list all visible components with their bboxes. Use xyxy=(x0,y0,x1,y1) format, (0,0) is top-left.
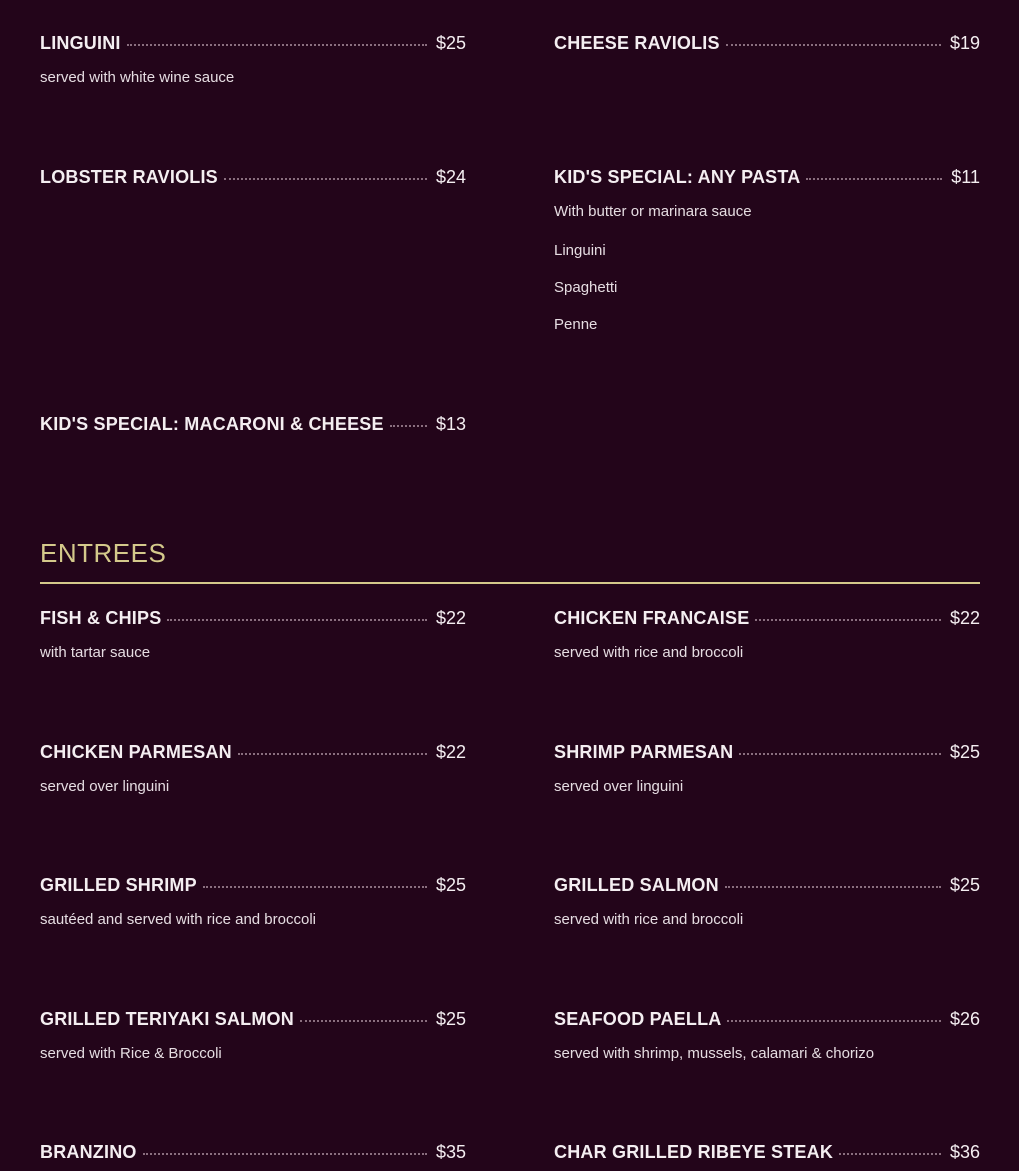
menu-item-chicken-francaise xyxy=(554,606,980,663)
dot-leader xyxy=(203,886,427,888)
item-name: SHRIMP PARMESAN xyxy=(554,742,734,762)
menu-item-shrimp-parmesan xyxy=(554,740,980,797)
dot-leader xyxy=(839,1153,941,1155)
menu-item-kids-mac-cheese xyxy=(40,412,466,436)
item-name: BRANZINO xyxy=(40,1142,137,1162)
section-title-entrees: ENTREES xyxy=(40,538,167,568)
dot-leader xyxy=(726,44,941,46)
item-name: KID'S SPECIAL: ANY PASTA xyxy=(554,167,801,187)
item-name: KID'S SPECIAL: MACARONI & CHEESE xyxy=(40,414,384,434)
item-name: GRILLED SHRIMP xyxy=(40,875,197,895)
section-divider xyxy=(40,582,980,584)
item-price: $22 xyxy=(435,742,466,762)
item-description: served with white wine sauce xyxy=(40,69,235,86)
item-name: CHAR GRILLED RIBEYE STEAK xyxy=(554,1142,834,1162)
dot-leader xyxy=(725,886,941,888)
dot-leader xyxy=(739,753,941,755)
item-price: $13 xyxy=(435,414,466,434)
item-price: $19 xyxy=(949,33,980,53)
item-price: $35 xyxy=(435,1142,466,1162)
menu-item-fish-chips xyxy=(40,606,466,663)
item-name: CHICKEN PARMESAN xyxy=(40,742,232,762)
item-name: FISH & CHIPS xyxy=(40,608,162,628)
menu-item-kids-any-pasta xyxy=(554,165,980,352)
item-description: served over linguini xyxy=(554,778,684,795)
item-description: sautéed and served with rice and broccoli xyxy=(40,911,316,928)
menu-item-lobster-raviolis xyxy=(40,165,466,189)
item-name: SEAFOOD PAELLA xyxy=(554,1009,722,1029)
menu-item-grilled-shrimp xyxy=(40,873,466,930)
item-name: LOBSTER RAVIOLIS xyxy=(40,167,218,187)
dot-leader xyxy=(224,178,427,180)
item-price: $22 xyxy=(435,608,466,628)
dot-leader xyxy=(127,44,427,46)
item-price: $24 xyxy=(435,167,466,187)
item-price: $25 xyxy=(949,875,980,895)
item-description: served with Rice & Broccoli xyxy=(40,1045,222,1062)
item-name: LINGUINI xyxy=(40,33,121,53)
item-description: with tartar sauce xyxy=(40,644,151,661)
menu-item-linguini xyxy=(40,31,466,88)
pasta-option-list xyxy=(554,241,980,335)
dot-leader xyxy=(727,1020,940,1022)
item-price: $26 xyxy=(949,1009,980,1029)
menu-item-ribeye-steak xyxy=(554,1140,980,1164)
dot-leader xyxy=(806,178,942,180)
item-price: $22 xyxy=(949,608,980,628)
item-description: served with rice and broccoli xyxy=(554,911,744,928)
dot-leader xyxy=(143,1153,427,1155)
item-description: served over linguini xyxy=(40,778,170,795)
dot-leader xyxy=(167,619,427,621)
item-price: $36 xyxy=(949,1142,980,1162)
menu-item-grilled-salmon xyxy=(554,873,980,930)
pasta-option: Linguini xyxy=(554,242,606,259)
item-description: served with shrimp, mussels, calamari & chorizo xyxy=(554,1045,875,1062)
dot-leader xyxy=(238,753,427,755)
item-price: $25 xyxy=(949,742,980,762)
menu-item-chicken-parmesan xyxy=(40,740,466,797)
pasta-option: Penne xyxy=(554,316,598,333)
menu-item-seafood-paella xyxy=(554,1007,980,1064)
item-name: CHICKEN FRANCAISE xyxy=(554,608,750,628)
item-name: CHEESE RAVIOLIS xyxy=(554,33,720,53)
item-price: $25 xyxy=(435,33,466,53)
item-name: GRILLED TERIYAKI SALMON xyxy=(40,1009,294,1029)
item-description: With butter or marinara sauce xyxy=(554,203,752,220)
dot-leader xyxy=(755,619,941,621)
item-price: $25 xyxy=(435,875,466,895)
menu-item-branzino xyxy=(40,1140,466,1164)
item-name: GRILLED SALMON xyxy=(554,875,719,895)
dot-leader xyxy=(300,1020,427,1022)
item-price: $11 xyxy=(951,167,980,187)
menu-item-cheese-raviolis xyxy=(554,31,980,55)
dot-leader xyxy=(390,425,427,427)
pasta-option: Spaghetti xyxy=(554,279,618,296)
menu-item-grilled-teriyaki-salmon xyxy=(40,1007,466,1064)
item-price: $25 xyxy=(435,1009,466,1029)
item-description: served with rice and broccoli xyxy=(554,644,744,661)
